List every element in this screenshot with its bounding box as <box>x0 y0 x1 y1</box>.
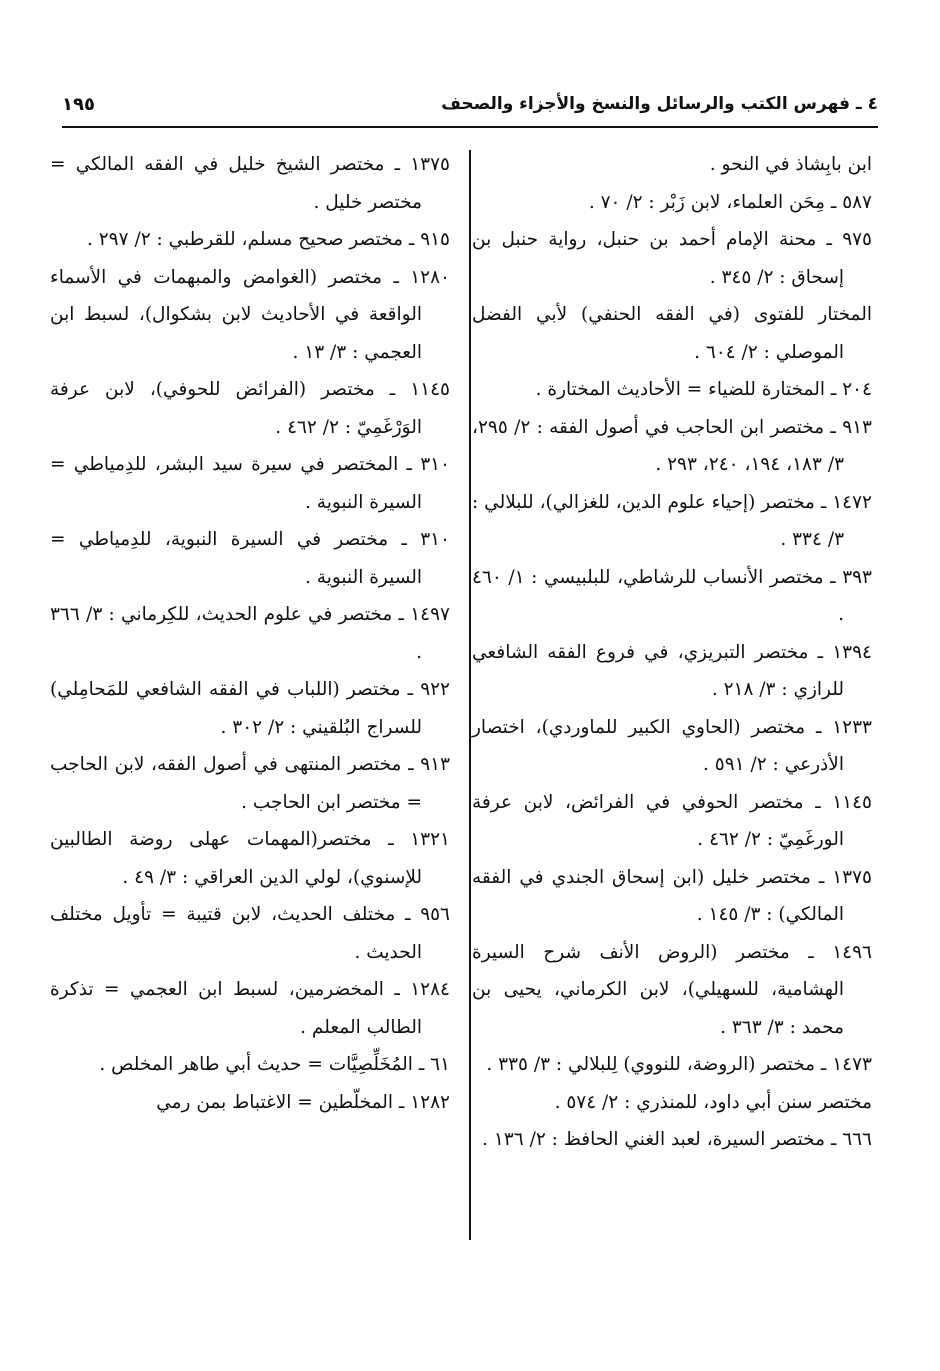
index-entry: ١١٤٥ ـ مختصر الحوفي في الفرائض، لابن عرفة الورغَمِيّ : ٢/ ٤٦٢ . <box>472 791 872 850</box>
column-divider <box>469 150 471 1240</box>
index-entry: ٩١٣ ـ مختصر ابن الحاجب في أصول الفقه : ٢/ ٢٩٥، ٣/ ١٨٣، ١٩٤، ٢٤٠، ٢٩٣ . <box>472 416 872 475</box>
index-entry: ٦١ ـ المُخَلِّصِيَّات = حديث أبي طاهر المخلص . <box>99 1054 450 1075</box>
index-entry: ١٤٧٣ ـ مختصر (الروضة، للنووي) لِلبلالي : ٣/ ٣٣٥ . <box>486 1054 872 1075</box>
index-entry: ١٢٣٣ ـ مختصر (الحاوي الكبير للماوردي)، اختصار الأذرعي : ٢/ ٥٩١ . <box>472 716 872 775</box>
index-entry: ٢٠٤ ـ المختارة للضياء = الأحاديث المختارة . <box>535 379 872 400</box>
index-entry: ١٢٨٢ ـ المخلّطين = الاغتباط بمن رمي <box>156 1091 450 1113</box>
index-entry: ٩٥٦ ـ مختلف الحديث، لابن قتيبة = تأويل مختلف الحديث . <box>50 904 450 963</box>
index-entry: ٣١٠ ـ مختصر في السيرة النبوية، للدِمياطي = السيرة النبوية . <box>50 529 450 588</box>
chapter-title: ٤ ـ فهرس الكتب والرسائل والنسخ والأجزاء والصحف <box>441 94 878 114</box>
index-entry: ٩١٥ ـ مختصر صحيح مسلم، للقرطبي : ٢/ ٢٩٧ . <box>86 229 450 250</box>
index-entry: المختار للفتوى (في الفقه الحنفي) لأبي الفضل الموصلي : ٢/ ٦٠٤ . <box>472 304 872 363</box>
index-entry: ابن بابِشاذ في النحو . <box>709 154 872 175</box>
page-number: ١٩٥ <box>62 93 95 115</box>
index-entry: مختصر سنن أبي داود، للمنذري : ٢/ ٥٧٤ . <box>554 1091 872 1113</box>
index-entry: ٣١٠ ـ المختصر في سيرة سيد البشر، للدِمياطي = السيرة النبوية . <box>50 454 450 513</box>
index-entry: ٥٨٧ ـ مِحَن العلماء، لابن زَبْر : ٢/ ٧٠ . <box>588 191 872 213</box>
index-entry: ١٤٩٧ ـ مختصر في علوم الحديث، للكِرماني : ٣/ ٣٦٦ . <box>50 604 450 663</box>
index-entry: ١٤٧٢ ـ مختصر (إحياء علوم الدين، للغزالي)، للبلالي : ٣/ ٣٣٤ . <box>472 491 872 550</box>
index-entry: ١٤٩٦ ـ مختصر (الروض الأنف شرح السيرة الهشامية، للسهيلي)، لابن الكرماني، يحيى بن محمد : ٣/ ٣٦٣ . <box>472 941 872 1038</box>
index-entry: ٩٢٢ ـ مختصر (اللباب في الفقه الشافعي للمَحامِلي) للسراج البُلقيني : ٢/ ٣٠٢ . <box>50 679 450 738</box>
index-entry: ١٣٧٥ ـ مختصر خليل (ابن إسحاق الجندي في الفقه المالكي) : ٣/ ١٤٥ . <box>472 866 872 925</box>
left-column <box>50 146 450 1121</box>
index-entry: ١١٤٥ ـ مختصر (الفرائض للحوفي)، لابن عرفة الوَرْغَمِيّ : ٢/ ٤٦٢ . <box>50 379 450 438</box>
index-entry: ١٣٢١ ـ مختصر(المهمات عهلى روضة الطالبين للإسنوي)، لولي الدين العراقي : ٣/ ٤٩ . <box>50 829 450 888</box>
index-entry: ٩١٣ ـ مختصر المنتهى في أصول الفقه، لابن الحاجب = مختصر ابن الحاجب . <box>50 754 450 813</box>
index-entry: ٩٧٥ ـ محنة الإمام أحمد بن حنبل، رواية حنبل بن إسحاق : ٢/ ٣٤٥ . <box>472 229 872 288</box>
running-header <box>62 82 878 128</box>
index-entry: ١٣٧٥ ـ مختصر الشيخ خليل في الفقه المالكي = مختصر خليل . <box>50 154 450 213</box>
index-entry: ١٢٨٠ ـ مختصر (الغوامض والمبهمات في الأسماء الواقعة في الأحاديث لابن بشكوال)، لسبط ابن العجمي : ٣/ ١٣ . <box>50 266 450 363</box>
index-entry: ١٣٩٤ ـ مختصر التبريزي، في فروع الفقه الشافعي للرازي : ٣/ ٢١٨ . <box>472 641 872 700</box>
index-entry: ٦٦٦ ـ مختصر السيرة، لعبد الغني الحافظ : ٢/ ١٣٦ . <box>482 1129 872 1150</box>
right-column <box>472 146 872 1159</box>
index-entry: ١٢٨٤ ـ المخضرمين، لسبط ابن العجمي = تذكرة الطالب المعلم . <box>50 979 450 1038</box>
index-entry: ٣٩٣ ـ مختصر الأنساب للرشاطي، للبلبيسي : ١/ ٤٦٠ . <box>472 566 872 625</box>
